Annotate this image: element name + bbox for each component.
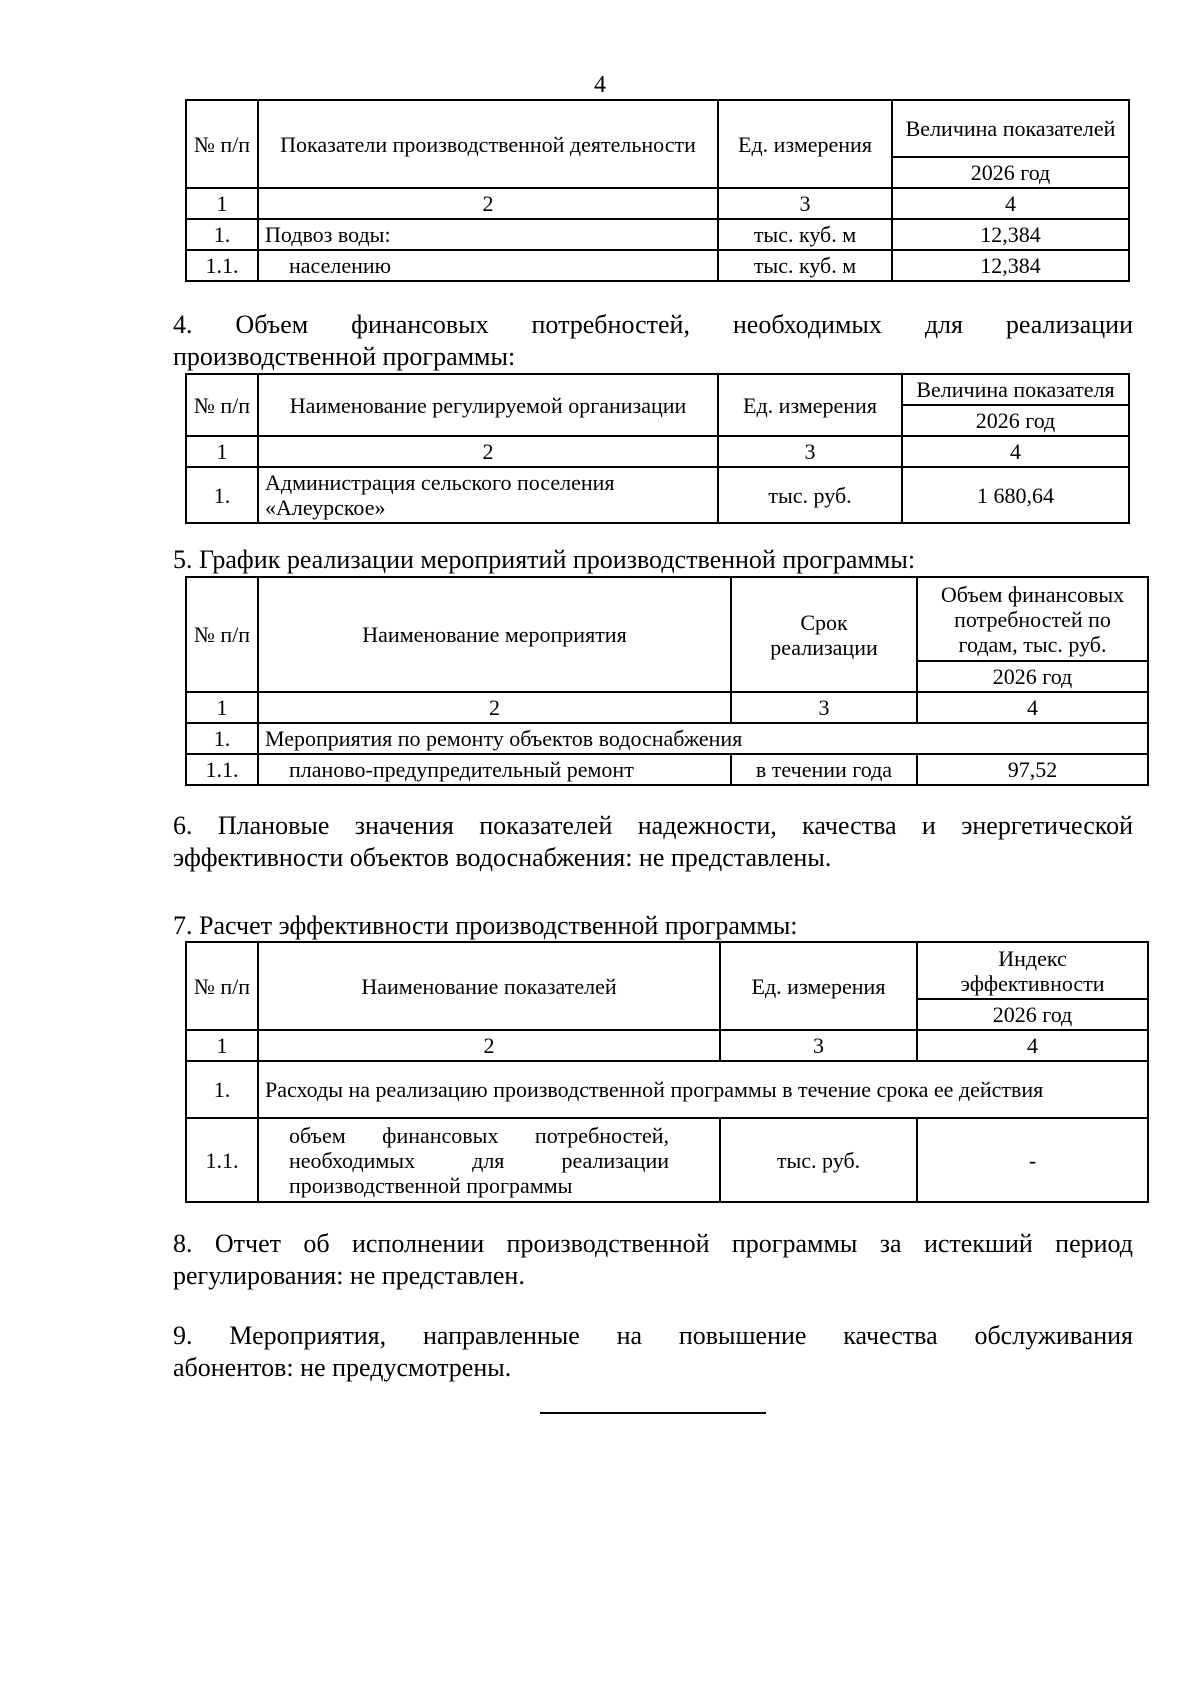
table-index-row: 1 2 3 4 (186, 692, 1148, 723)
section-4-heading: 4. Объем финансовых потребностей, необходимых для реализации производственной программы: (173, 310, 1133, 371)
table-row: 1.1. населению тыс. куб. м 12,384 (186, 250, 1129, 281)
table-index-row: 1 2 3 4 (186, 436, 1129, 467)
section-9-text: 9. Мероприятия, направленные на повышение качества обслуживания абонентов: не предусмотрены. (173, 1321, 1133, 1382)
table-row: 1. Администрация сельского поселения «Алеурское» тыс. руб. 1 680,64 (186, 467, 1129, 523)
table-row: 1.1. планово-предупредительный ремонт в течении года 97,52 (186, 754, 1148, 785)
header-num: № п/п (186, 577, 258, 692)
header-year: 2026 год (902, 405, 1129, 436)
header-name: Наименование показателей (258, 942, 720, 1030)
section-7-heading: 7. Расчет эффективности производственной программы: (173, 911, 798, 940)
header-value: Величина показателя (902, 374, 1129, 405)
header-unit: Ед. измерения (720, 942, 917, 1030)
header-num: № п/п (186, 374, 258, 436)
header-value: Величина показателей (892, 100, 1129, 157)
table-index-row: 1 2 3 4 (186, 188, 1129, 219)
section-6-text: 6. Плановые значения показателей надежности, качества и энергетической эффективности объектов водоснабжения: не представлены. (173, 811, 1133, 872)
events-schedule-table (185, 576, 1149, 786)
header-year: 2026 год (892, 157, 1129, 188)
table-index-row: 1 2 3 4 (186, 1030, 1148, 1061)
header-unit: Ед. измерения (718, 374, 902, 436)
table-group-row: 1. Расходы на реализацию производственной программы в течение срока ее действия (186, 1061, 1148, 1118)
section-5-heading: 5. График реализации мероприятий производственной программы: (173, 545, 916, 574)
header-num: № п/п (186, 100, 258, 188)
header-term: Срок реализации (731, 577, 917, 692)
production-indicators-table (185, 99, 1130, 282)
header-value: Индекс эффективности (917, 942, 1148, 999)
section-8-text: 8. Отчет об исполнении производственной программы за истекший период регулирования: не представлен. (173, 1229, 1133, 1290)
table-group-row: 1. Мероприятия по ремонту объектов водоснабжения (186, 723, 1148, 754)
closing-divider (540, 1412, 766, 1414)
page-number: 4 (594, 72, 606, 98)
header-name: Наименование мероприятия (258, 577, 731, 692)
financial-needs-table (185, 373, 1130, 524)
header-value: Объем финансовых потребностей по годам, тыс. руб. (917, 577, 1148, 661)
header-name: Наименование регулируемой организации (258, 374, 718, 436)
header-num: № п/п (186, 942, 258, 1030)
header-indicator: Показатели производственной деятельности (258, 100, 718, 188)
header-year: 2026 год (917, 661, 1148, 692)
table-row: 1. Подвоз воды: тыс. куб. м 12,384 (186, 219, 1129, 250)
header-unit: Ед. измерения (718, 100, 892, 188)
efficiency-table (185, 941, 1149, 1203)
table-row: 1.1. объем финансовых потребностей, необходимых для реализации производственной программы тыс. руб. - (186, 1118, 1148, 1202)
header-year: 2026 год (917, 999, 1148, 1030)
